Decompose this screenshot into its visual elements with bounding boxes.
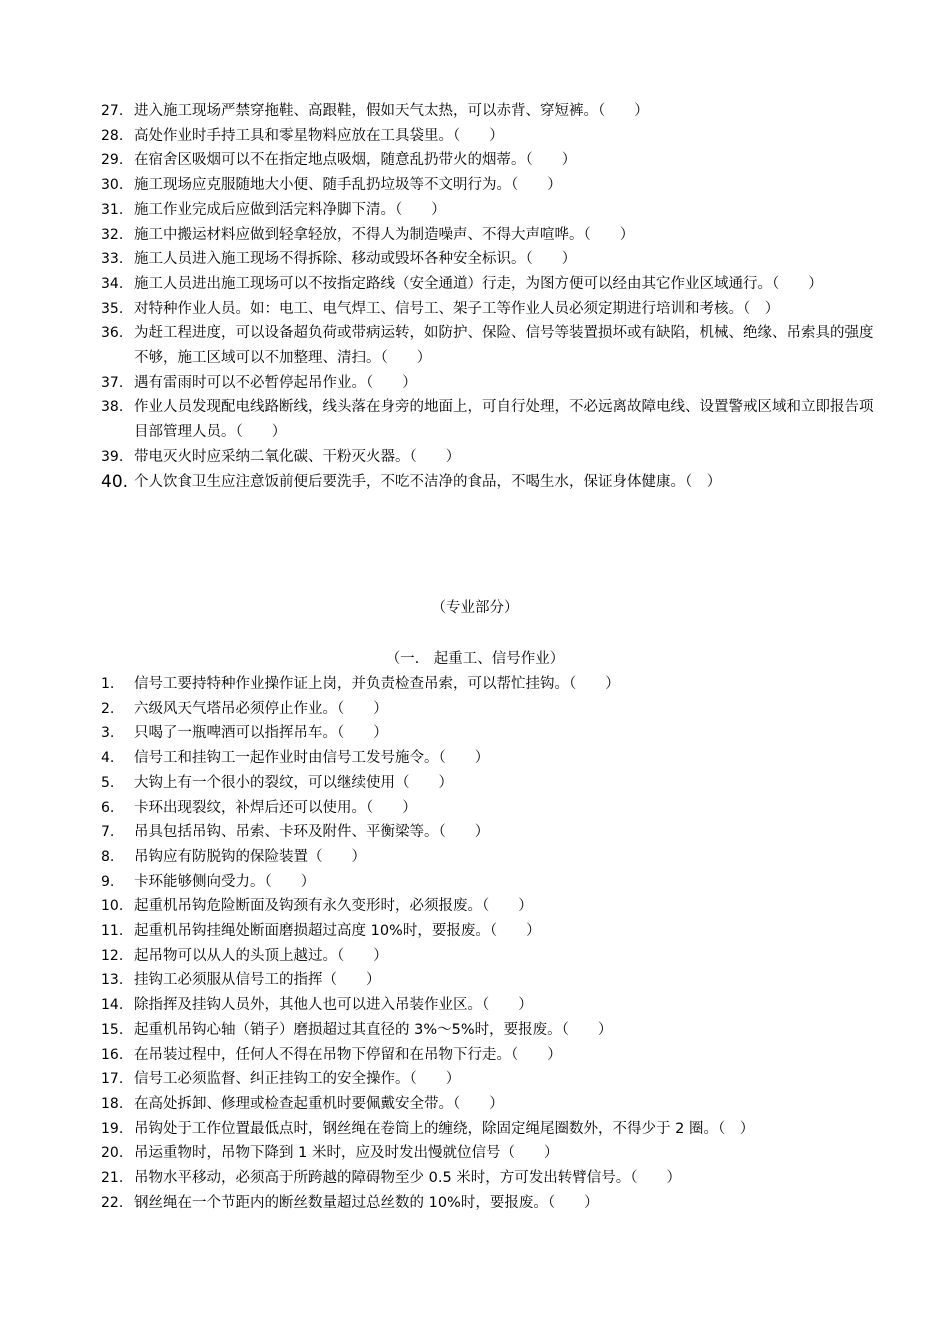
question-number: 14.	[101, 997, 124, 1014]
question-text: 除指挥及挂钩人员外，其他人也可以进入吊装作业区。（ ）	[134, 997, 533, 1014]
question-number: 5.	[101, 774, 115, 791]
question-item	[0, 445, 950, 470]
question-text: 施工人员进入施工现场不得拆除、移动或毁坏各种安全标识。（ ）	[134, 251, 577, 268]
section-title: （专业部分）	[431, 600, 519, 616]
question-number: 31.	[101, 201, 124, 218]
question-text: 卡环出现裂纹，补焊后还可以使用。（ ）	[134, 799, 417, 816]
question-text: 只喝了一瓶啤酒可以指挥吊车。（ ）	[134, 725, 388, 742]
question-number: 13.	[101, 972, 124, 989]
question-text: 信号工和挂钩工一起作业时由信号工发号施令。（ ）	[134, 750, 490, 767]
question-text: 带电灭火时应采纳二氧化碳、干粉灭火器。（ ）	[134, 448, 461, 465]
question-number: 9.	[101, 873, 115, 890]
question-text: 大钩上有一个很小的裂纹，可以继续使用（ ）	[134, 774, 453, 791]
question-text: 吊具包括吊钩、吊索、卡环及附件、平衡梁等。（ ）	[134, 824, 490, 841]
question-item	[0, 371, 950, 396]
question-item	[0, 297, 950, 322]
question-item	[0, 124, 950, 149]
question-number: 33.	[101, 251, 124, 268]
question-number: 20.	[101, 1145, 124, 1162]
question-item	[0, 1043, 950, 1068]
question-text: 施工中搬运材料应做到轻拿轻放，不得人为制造噪声、不得大声喧哗。（ ）	[134, 226, 635, 243]
question-number: 4.	[101, 750, 115, 767]
question-item	[0, 845, 950, 870]
question-text: 高处作业时手持工具和零星物料应放在工具袋里。（ ）	[134, 127, 504, 144]
question-text: 卡环能够侧向受力。（ ）	[134, 873, 316, 890]
question-item	[0, 321, 950, 370]
question-text: 起吊物可以从人的头顶上越过。（ ）	[134, 947, 388, 964]
question-text: 六级风天气塔吊必须停止作业。（ ）	[134, 700, 388, 717]
question-number: 7.	[101, 824, 115, 841]
question-text: 钢丝绳在一个节距内的断丝数量超过总丝数的 10%时，要报废。（ ）	[134, 1194, 599, 1211]
question-item	[0, 968, 950, 993]
question-text: 吊钩处于工作位置最低点时，钢丝绳在卷筒上的缠绕，除固定绳尾圈数外，不得少于 2 圈。（ ）	[134, 1120, 755, 1137]
question-number: 3.	[101, 725, 115, 742]
question-text: 挂钩工必须服从信号工的指挥（ ）	[134, 972, 381, 989]
question-text: 在吊装过程中，任何人不得在吊物下停留和在吊物下行走。（ ）	[134, 1046, 562, 1063]
question-text: 施工作业完成后应做到活完料净脚下清。（ ）	[134, 201, 446, 218]
question-item	[0, 697, 950, 722]
question-item	[0, 820, 950, 845]
question-number: 32.	[101, 226, 124, 243]
question-number: 37.	[101, 374, 124, 391]
question-text: 信号工必须监督、纠正挂钩工的安全操作。（ ）	[134, 1071, 461, 1088]
question-number: 12.	[101, 947, 124, 964]
subsection-title: （一. 起重工、信号作业）	[385, 651, 565, 667]
question-text: 吊运重物时，吊物下降到 1 米时，应及时发出慢就位信号（ ）	[134, 1145, 559, 1162]
question-item	[0, 148, 950, 173]
question-item	[0, 894, 950, 919]
question-text: 信号工要持特种作业操作证上岗，并负责检查吊索，可以帮忙挂钩。（ ）	[134, 676, 620, 692]
question-number: 39.	[101, 448, 124, 465]
question-number: 35.	[101, 300, 124, 317]
question-text: 在宿舍区吸烟可以不在指定地点吸烟，随意乱扔带火的烟蒂。（ ）	[134, 152, 577, 169]
question-text: 施工现场应克服随地大小便、随手乱扔垃圾等不文明行为。（ ）	[134, 177, 562, 194]
question-item	[0, 1067, 950, 1092]
question-number: 29.	[101, 152, 124, 169]
professional-question-list	[0, 672, 950, 1215]
question-text: 为赶工程进度，可以设备超负荷或带病运转，如防护、保险、信号等装置损坏或有缺陷，机械、绝缘、吊索具的强度不够，施工区域可以不加整理、清扫。（ ）	[134, 325, 874, 367]
question-text: 个人饮食卫生应注意饭前便后要洗手，不吃不洁净的食品，不喝生水，保证身体健康。（ ）	[134, 473, 722, 490]
question-item	[0, 870, 950, 895]
question-item	[0, 771, 950, 796]
question-item	[0, 395, 950, 444]
question-number: 8.	[101, 848, 115, 865]
question-number: 17.	[101, 1071, 124, 1088]
question-number: 40.	[101, 471, 129, 492]
question-text: 起重机吊钩挂绳处断面磨损超过高度 10%时，要报废。（ ）	[134, 923, 541, 940]
question-item	[0, 1092, 950, 1117]
question-number: 36.	[101, 325, 124, 342]
question-item	[0, 1117, 950, 1142]
question-item	[0, 993, 950, 1018]
question-item	[0, 1166, 950, 1191]
question-number: 27.	[101, 103, 124, 119]
question-number: 19.	[101, 1120, 124, 1137]
question-item	[0, 470, 950, 495]
question-text: 进入施工现场严禁穿拖鞋、高跟鞋，假如天气太热，可以赤背、穿短裤。（ ）	[134, 103, 649, 119]
question-item	[0, 247, 950, 272]
question-number: 18.	[101, 1095, 124, 1112]
question-text: 起重机吊钩危险断面及钩颈有永久变形时，必须报废。（ ）	[134, 898, 533, 915]
question-item	[0, 672, 950, 697]
question-item	[0, 721, 950, 746]
question-text: 在高处拆卸、修理或检查起重机时要佩戴安全带。（ ）	[134, 1095, 504, 1112]
question-number: 30.	[101, 177, 124, 194]
question-number: 22.	[101, 1194, 124, 1211]
question-item	[0, 173, 950, 198]
question-number: 10.	[101, 898, 124, 915]
question-item	[0, 919, 950, 944]
question-item	[0, 198, 950, 223]
question-number: 15.	[101, 1021, 124, 1038]
question-number: 34.	[101, 275, 124, 292]
question-item	[0, 1141, 950, 1166]
question-item	[0, 796, 950, 821]
question-item	[0, 99, 950, 124]
question-item	[0, 746, 950, 771]
question-number: 38.	[101, 399, 124, 416]
question-number: 1.	[101, 676, 115, 692]
question-text: 吊物水平移动，必须高于所跨越的障碍物至少 0.5 米时，方可发出转臂信号。（ ）	[134, 1170, 682, 1187]
question-number: 16.	[101, 1046, 124, 1063]
question-number: 21.	[101, 1170, 124, 1187]
question-text: 遇有雷雨时可以不必暂停起吊作业。（ ）	[134, 374, 417, 391]
question-text: 施工人员进出施工现场可以不按指定路线（安全通道）行走，为图方便可以经由其它作业区域通行。（ ）	[134, 275, 823, 292]
question-item	[0, 1018, 950, 1043]
question-number: 6.	[101, 799, 115, 816]
question-number: 11.	[101, 923, 124, 940]
question-text: 吊钩应有防脱钩的保险装置（ ）	[134, 848, 366, 865]
question-text: 起重机吊钩心轴（销子）磨损超过其直径的 3%～5%时，要报废。（ ）	[134, 1021, 613, 1038]
question-item	[0, 1191, 950, 1216]
question-item	[0, 944, 950, 969]
question-text: 作业人员发现配电线路断线，线头落在身旁的地面上，可自行处理，不必远离故障电线、设置警戒区域和立即报告项目部管理人员。（ ）	[134, 399, 874, 441]
question-number: 2.	[101, 700, 115, 717]
question-item	[0, 272, 950, 297]
question-text: 对特种作业人员。如：电工、电气焊工、信号工、架子工等作业人员必须定期进行培训和考核。（ ）	[134, 300, 780, 317]
general-question-list	[0, 99, 950, 494]
question-number: 28.	[101, 127, 124, 144]
question-item	[0, 223, 950, 248]
